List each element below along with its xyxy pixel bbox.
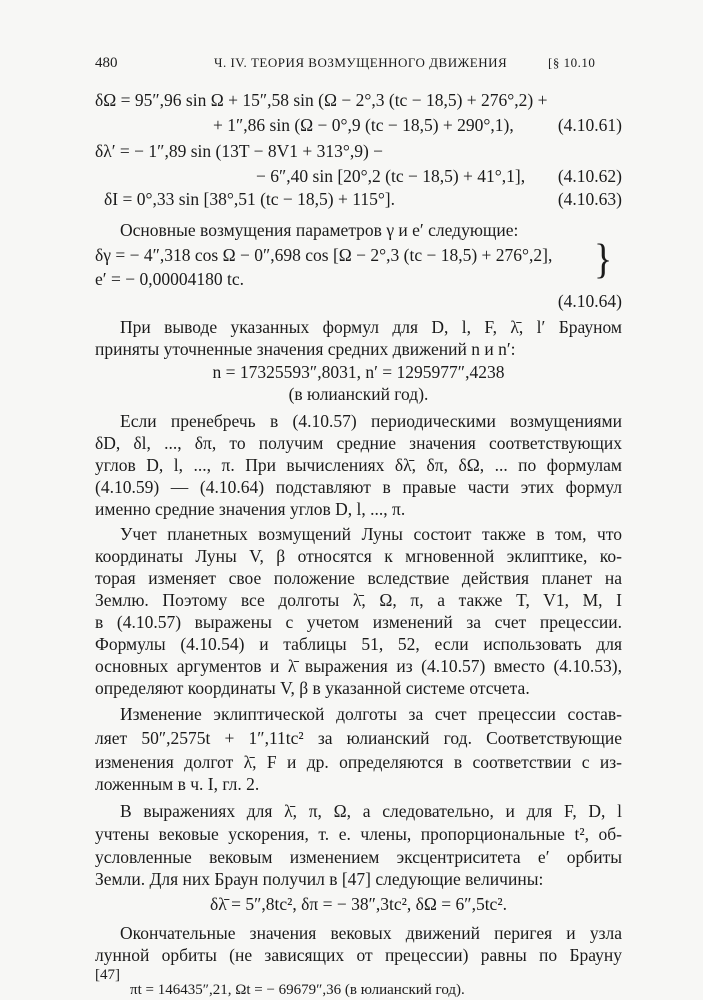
paragraph-line: торая изменяет свое положение вследствие действия планет на bbox=[95, 568, 622, 588]
equation-line: δλ̄ = 5″,8tc², δπ = − 38″,3tc², δΩ = 6″,5tc². bbox=[210, 894, 507, 914]
page-number: 480 bbox=[95, 55, 118, 71]
section-number: [§ 10.10 bbox=[548, 55, 596, 70]
paragraph-line: основных аргументов и λ̄ выражения из (4.10.57) вместо (4.10.53), bbox=[95, 656, 622, 676]
paragraph-line: В выражениях для λ̄, π, Ω, а следовательно, и для F, D, l bbox=[120, 801, 622, 821]
paragraph-line: При выводе указанных формул для D, l, F, λ̄, l′ Брауном bbox=[120, 317, 622, 337]
paragraph-line: Основные возмущения параметров γ и e′ следующие: bbox=[120, 220, 519, 240]
paragraph-line: ложенным в ч. I, гл. 2. bbox=[95, 774, 260, 794]
paragraph-line: приняты уточненные значения средних движений n и n′: bbox=[95, 339, 516, 359]
paragraph-line: в (4.10.57) выражены с учетом изменений за счет прецессии. bbox=[95, 612, 622, 632]
equation-line: (в юлианский год). bbox=[288, 384, 429, 404]
paragraph-line: Если пренебречь в (4.10.57) периодическими возмущениями bbox=[120, 411, 622, 431]
paragraph-line: (4.10.59) — (4.10.64) подставляют в правые части этих формул bbox=[95, 477, 622, 497]
equation-line: n = 17325593″,8031, n′ = 1295977″,4238 bbox=[212, 362, 505, 382]
paragraph-line: учтены вековые ускорения, т. е. члены, пропорциональные t², об- bbox=[95, 824, 622, 844]
paragraph-line: Земли. Для них Браун получил в [47] следующие величины: bbox=[95, 869, 544, 889]
equation-number: (4.10.64) bbox=[557, 291, 622, 311]
paragraph-line: [47] bbox=[95, 967, 120, 983]
equation-number: (4.10.62) bbox=[557, 166, 622, 186]
equation-line: δΩ = 95″,96 sin Ω + 15″,58 sin (Ω − 2°,3 (tc − 18,5) + 276°,2) + bbox=[95, 90, 548, 110]
equation-line: δγ = − 4″,318 cos Ω − 0″,698 cos [Ω − 2°,3 (tc − 18,5) + 276°,2], bbox=[95, 245, 553, 265]
equation-line: δλ′ = − 1″,89 sin (13T − 8V1 + 313°,9) − bbox=[95, 141, 384, 161]
paragraph-line: Землю. Поэтому все долготы λ̄, Ω, π, а также T, V1, M, I bbox=[95, 590, 622, 610]
equation-line: − 6″,40 sin [20°,2 (tc − 18,5) + 41°,1], bbox=[256, 166, 526, 186]
paragraph-line: Окончательные значения вековых движений перигея и узла bbox=[120, 923, 622, 943]
paragraph-line: Изменение эклиптической долготы за счет прецессии состав- bbox=[120, 704, 622, 724]
paragraph-line: Формулы (4.10.54) и таблицы 51, 52, если использовать для bbox=[95, 634, 622, 654]
paragraph-line: ляет 50″,2575t + 1″,11tc² за юлианский год. Соответствующие bbox=[95, 728, 622, 748]
equation-number: (4.10.63) bbox=[557, 189, 622, 209]
paragraph-line: именно средние значения углов D, l, ..., π. bbox=[95, 499, 406, 519]
equation-number: (4.10.61) bbox=[557, 115, 622, 135]
paragraph-line: изменения долгот λ̄, F и др. определяются в соответствии с из- bbox=[95, 752, 622, 772]
paragraph-line: углов D, l, ..., π. При вычислениях δλ̄, δπ, δΩ, ... по формулам bbox=[95, 455, 622, 475]
equation-line: e′ = − 0,00004180 tc. bbox=[95, 269, 244, 289]
running-title: Ч. IV. ТЕОРИЯ ВОЗМУЩЕННОГО ДВИЖЕНИЯ bbox=[214, 55, 508, 70]
paragraph-line: δD, δl, ..., δπ, то получим средние значения соответствующих bbox=[95, 433, 622, 453]
paragraph-line: лунной орбиты (не зависящих от прецессии) равны по Брауну bbox=[95, 945, 622, 965]
curly-brace: } bbox=[594, 236, 613, 284]
paragraph-line: условленные вековым изменением эксцентриситета e′ орбиты bbox=[95, 847, 622, 867]
equation-line: πt = 146435″,21, Ωt = − 69679″,36 (в юлианский год). bbox=[130, 982, 465, 998]
paragraph-line: определяют координаты V, β в указанной системе отсчета. bbox=[95, 678, 530, 698]
equation-line: + 1″,86 sin (Ω − 0°,9 (tc − 18,5) + 290°,1), bbox=[213, 115, 514, 135]
paragraph-line: Учет планетных возмущений Луны состоит также в том, что bbox=[120, 524, 622, 544]
paragraph-line: координаты Луны V, β относятся к мгновенной эклиптике, ко- bbox=[95, 546, 622, 566]
equation-line: δI = 0°,33 sin [38°,51 (tc − 18,5) + 115°]. bbox=[104, 189, 396, 209]
